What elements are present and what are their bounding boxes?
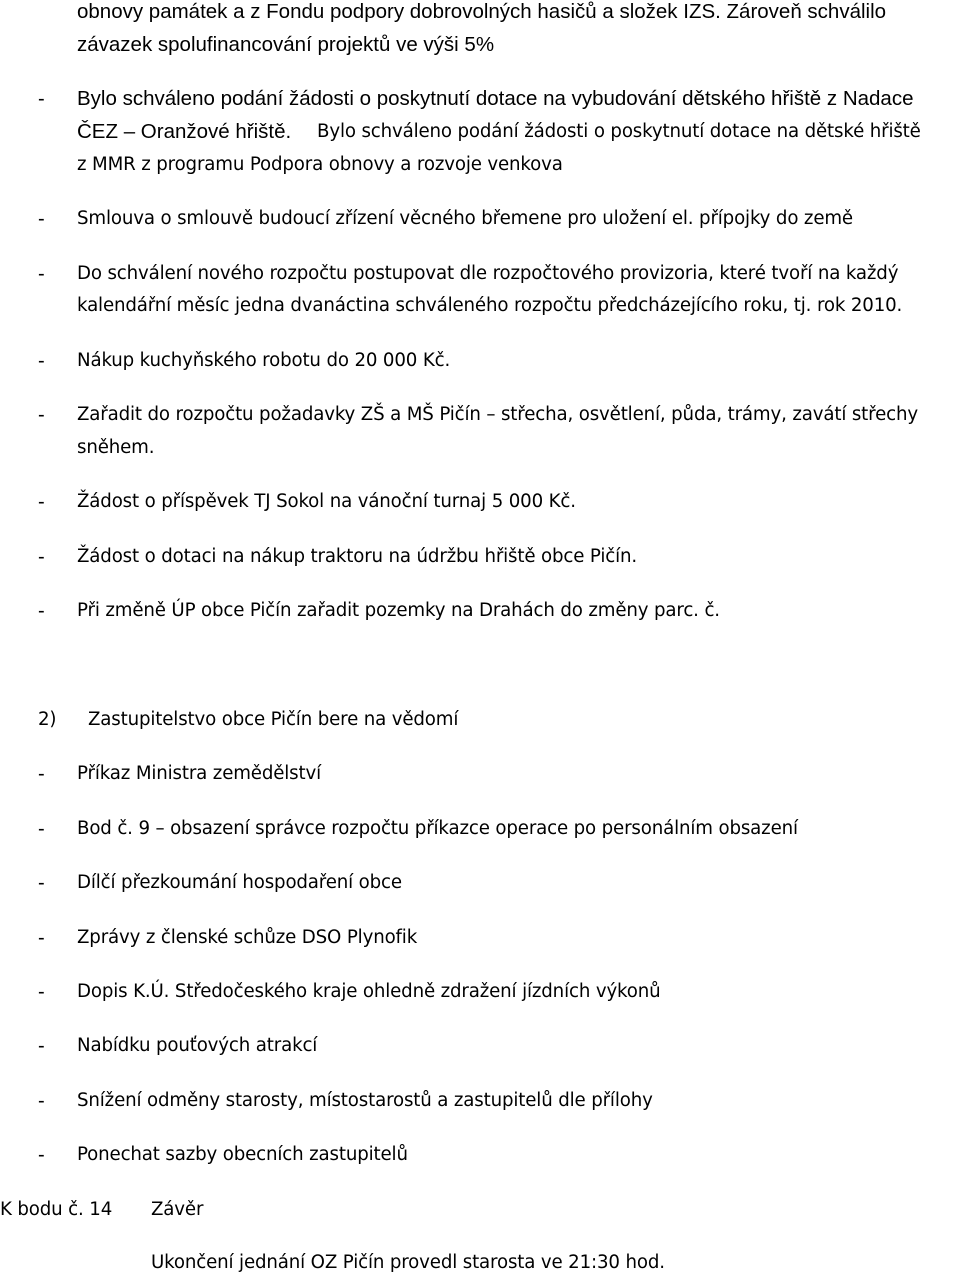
section-number: 2) xyxy=(38,709,57,730)
closing-text: Ukončení jednání OZ Pičín provedl starosta ve 21:30 hod. xyxy=(151,1252,665,1273)
list-item-text: Bod č. 9 – obsazení správce rozpočtu příkazce operace po personálním obsazení xyxy=(77,818,798,839)
list-item-text: sněhem. xyxy=(77,437,155,458)
list-bullet: - xyxy=(38,600,45,622)
list-item-text: Bylo schváleno podání žádosti o poskytnutí dotace na vybudování dětského hřiště z Nadace xyxy=(77,87,914,110)
list-item-text: kalendářní měsíc jedna dvanáctina schváleného rozpočtu předcházejícího roku, tj. rok 2010. xyxy=(77,295,903,316)
list-bullet: - xyxy=(38,88,45,110)
list-bullet: - xyxy=(38,404,45,426)
section-heading: Zastupitelstvo obce Pičín bere na vědomí xyxy=(88,709,459,730)
list-bullet: - xyxy=(38,818,45,840)
list-bullet: - xyxy=(38,546,45,568)
list-item-text: Dílčí přezkoumání hospodaření obce xyxy=(77,872,402,893)
list-item-text: Smlouva o smlouvě budoucí zřízení věcného břemene pro uložení el. přípojky do země xyxy=(77,208,853,229)
list-bullet: - xyxy=(38,981,45,1003)
list-item-text: z MMR z programu Podpora obnovy a rozvoje venkova xyxy=(77,154,563,175)
list-bullet: - xyxy=(38,927,45,949)
list-item-text: Nákup kuchyňského robotu do 20 000 Kč. xyxy=(77,350,451,371)
list-item-text: Bylo schváleno podání žádosti o poskytnutí dotace na dětské hřiště xyxy=(317,121,921,142)
list-item-text: Zařadit do rozpočtu požadavky ZŠ a MŠ Pičín – střecha, osvětlení, půda, trámy, zavátí střechy xyxy=(77,404,918,425)
list-item-text: Dopis K.Ú. Středočeského kraje ohledně zdražení jízdních výkonů xyxy=(77,981,661,1002)
list-bullet: - xyxy=(38,872,45,894)
intro-line-2: závazek spolufinancování projektů ve výši 5% xyxy=(77,33,495,56)
intro-line-1: obnovy památek a z Fondu podpory dobrovolných hasičů a složek IZS. Zároveň schválilo xyxy=(77,0,887,23)
list-bullet: - xyxy=(38,263,45,285)
list-bullet: - xyxy=(38,208,45,230)
closing-label: K bodu č. 14 xyxy=(0,1199,113,1220)
list-bullet: - xyxy=(38,1035,45,1057)
list-item-text: Snížení odměny starosty, místostarostů a zastupitelů dle přílohy xyxy=(77,1090,653,1111)
list-bullet: - xyxy=(38,350,45,372)
list-item-text: Do schválení nového rozpočtu postupovat dle rozpočtového provizoria, které tvoří na každý xyxy=(77,263,899,284)
list-bullet: - xyxy=(38,1090,45,1112)
list-bullet: - xyxy=(38,763,45,785)
list-item-text: Příkaz Ministra zemědělství xyxy=(77,763,322,784)
list-item-text: Nabídku pouťových atrakcí xyxy=(77,1035,318,1056)
list-bullet: - xyxy=(38,491,45,513)
list-item-text: ČEZ – Oranžové hřiště. xyxy=(77,120,292,143)
list-item-text: Při změně ÚP obce Pičín zařadit pozemky na Drahách do změny parc. č. xyxy=(77,600,720,621)
list-bullet: - xyxy=(38,1144,45,1166)
list-item-text: Zprávy z členské schůze DSO Plynofik xyxy=(77,927,418,948)
closing-title: Závěr xyxy=(151,1199,204,1220)
list-item-text: Žádost o dotaci na nákup traktoru na údržbu hřiště obce Pičín. xyxy=(77,546,638,567)
list-item-text: Žádost o příspěvek TJ Sokol na vánoční turnaj 5 000 Kč. xyxy=(77,491,576,512)
list-item-text: Ponechat sazby obecních zastupitelů xyxy=(77,1144,408,1165)
